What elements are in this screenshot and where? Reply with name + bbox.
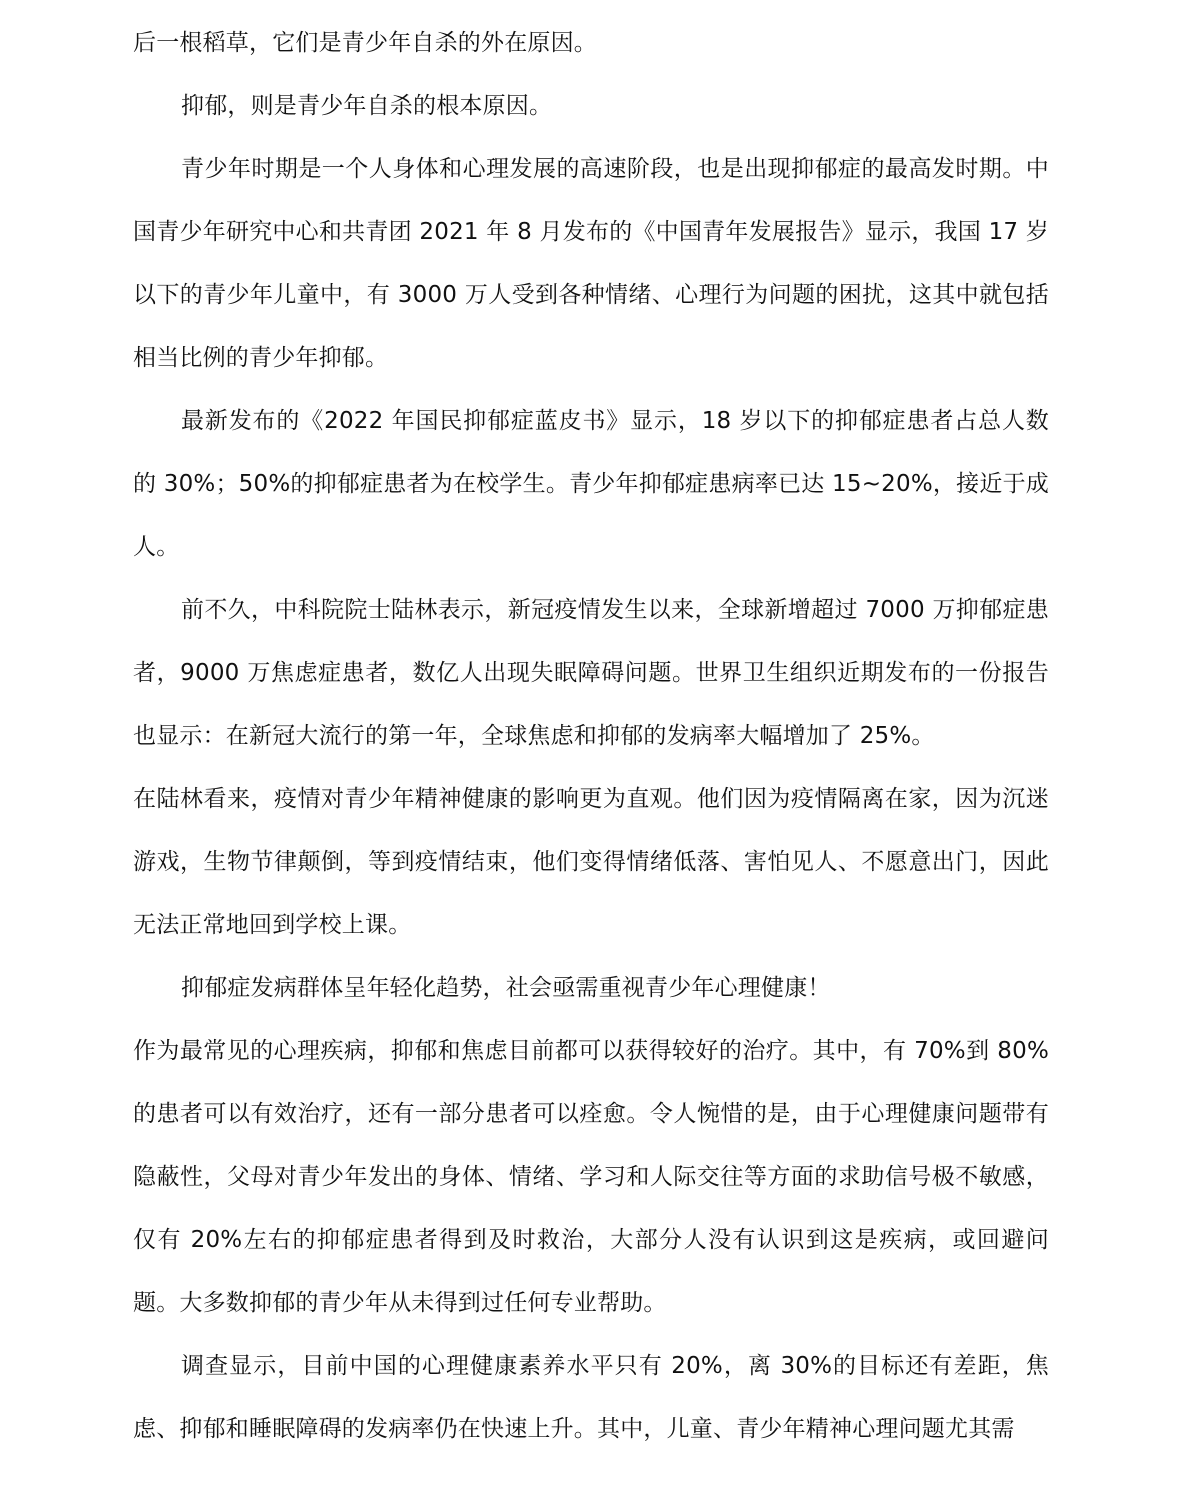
document-page xyxy=(133,12,1049,1461)
paragraph-3: 青少年时期是一个人身体和心理发展的高速阶段，也是出现抑郁症的最高发时期。中国青少年研究中心和共青团 2021 年 8 月发布的《中国青年发展报告》显示，我国 17 岁以下的青少年儿童中，有 3000 万人受到各种情绪、心理行为问题的困扰，这其中就包括相当比例的青少年抑郁。 xyxy=(133,156,1049,371)
paragraph-8: 作为最常见的心理疾病，抑郁和焦虑目前都可以获得较好的治疗。其中，有 70%到 80%的患者可以有效治疗，还有一部分患者可以痊愈。令人惋惜的是，由于心理健康问题带有隐蔽性，父母对青少年发出的身体、情绪、学习和人际交往等方面的求助信号极不敏感，仅有 20%左右的抑郁症患者得到及时救治，大部分人没有认识到这是疾病，或回避问题。大多数抑郁的青少年从未得到过任何专业帮助。 xyxy=(133,1038,1049,1316)
paragraph-5: 前不久，中科院院士陆林表示，新冠疫情发生以来，全球新增超过 7000 万抑郁症患者，9000 万焦虑症患者，数亿人出现失眠障碍问题。世界卫生组织近期发布的一份报告也显示：在新冠大流行的第一年，全球焦虑和抑郁的发病率大幅增加了 25%。 xyxy=(133,597,1049,749)
paragraph-6: 在陆林看来，疫情对青少年精神健康的影响更为直观。他们因为疫情隔离在家，因为沉迷游戏，生物节律颠倒，等到疫情结束，他们变得情绪低落、害怕见人、不愿意出门，因此无法正常地回到学校上课。 xyxy=(133,786,1049,938)
paragraph-4: 最新发布的《2022 年国民抑郁症蓝皮书》显示，18 岁以下的抑郁症患者占总人数的 30%；50%的抑郁症患者为在校学生。青少年抑郁症患病率已达 15~20%，接近于成人。 xyxy=(133,408,1049,560)
paragraph-1: 后一根稻草，它们是青少年自杀的外在原因。 xyxy=(133,30,597,56)
paragraph-9: 调查显示，目前中国的心理健康素养水平只有 20%，离 30%的目标还有差距，焦虑、抑郁和睡眠障碍的发病率仍在快速上升。其中，儿童、青少年精神心理问题尤其需 xyxy=(133,1353,1049,1442)
paragraph-2: 抑郁，则是青少年自杀的根本原因。 xyxy=(181,93,553,119)
paragraph-7: 抑郁症发病群体呈年轻化趋势，社会亟需重视青少年心理健康！ xyxy=(181,975,831,1001)
